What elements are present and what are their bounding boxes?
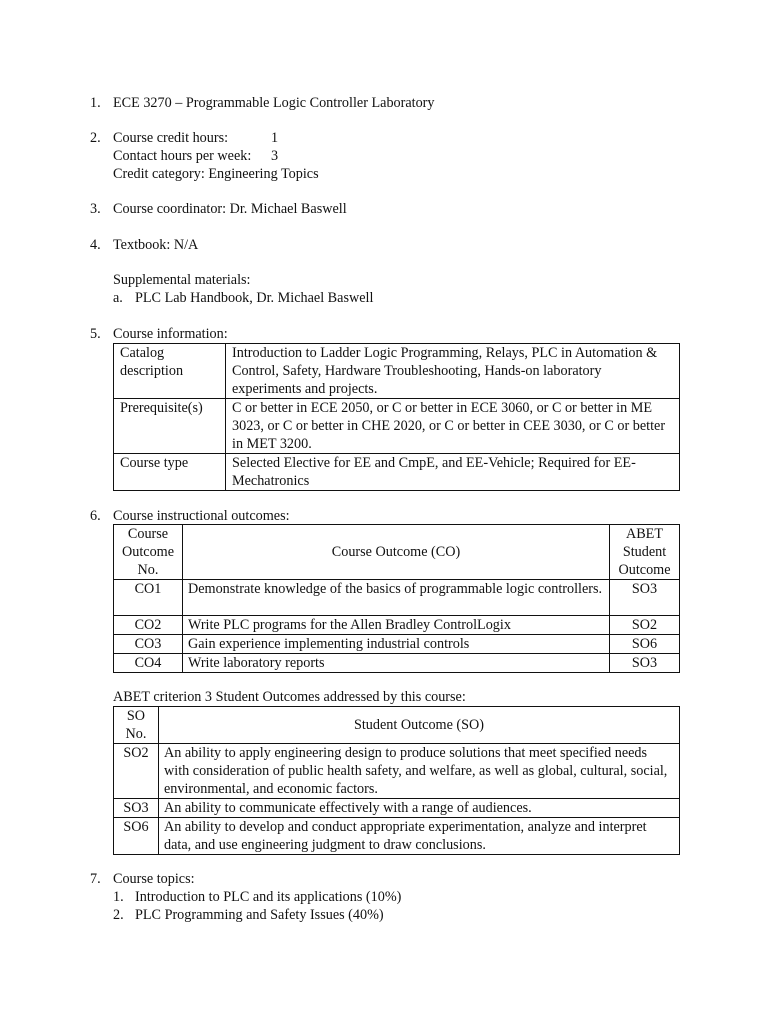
table-row bbox=[114, 744, 680, 799]
row-value: Introduction to Ladder Logic Programming, Relays, PLC in Automation & Control, Safety, Hardware Troubleshooting, Hands-on laboratory experiments and projects. bbox=[226, 344, 680, 399]
so-no: SO2 bbox=[114, 744, 159, 799]
outcome-so: SO2 bbox=[610, 616, 680, 635]
row-label: Course type bbox=[114, 454, 226, 491]
outcome-text: Gain experience implementing industrial controls bbox=[183, 635, 610, 654]
row-value: Selected Elective for EE and CmpE, and EE-Vehicle; Required for EE-Mechatronics bbox=[226, 454, 680, 491]
course-title: ECE 3270 – Programmable Logic Controller Laboratory bbox=[113, 95, 435, 111]
header-so-no: SO No. bbox=[114, 707, 159, 744]
table-row bbox=[114, 580, 680, 616]
table-row bbox=[114, 799, 680, 818]
abet-criterion-heading: ABET criterion 3 Student Outcomes addressed by this course: bbox=[113, 689, 466, 705]
contact-hours-value: 3 bbox=[271, 148, 279, 164]
header-abet-outcome: ABET Student Outcome bbox=[610, 525, 680, 580]
outcome-so: SO3 bbox=[610, 654, 680, 673]
header-course-outcome: Course Outcome (CO) bbox=[183, 525, 610, 580]
table-row bbox=[114, 635, 680, 654]
item-1-number: 1. bbox=[90, 95, 101, 111]
so-no: SO3 bbox=[114, 799, 159, 818]
item-6-number: 6. bbox=[90, 508, 101, 524]
outcome-text: Write PLC programs for the Allen Bradley ControlLogix bbox=[183, 616, 610, 635]
supplemental-item: PLC Lab Handbook, Dr. Michael Baswell bbox=[135, 290, 374, 306]
header-outcome-no: Course Outcome No. bbox=[114, 525, 183, 580]
table-header-row bbox=[114, 707, 680, 744]
outcome-no: CO3 bbox=[114, 635, 183, 654]
row-label: Catalog description bbox=[114, 344, 226, 399]
table-row bbox=[114, 399, 680, 454]
table-row bbox=[114, 654, 680, 673]
so-text: An ability to develop and conduct appropriate experimentation, analyze and interpret data, and use engineering judgment to draw conclusions. bbox=[159, 818, 680, 855]
course-information-label: Course information: bbox=[113, 326, 228, 342]
topic-marker: 2. bbox=[113, 907, 124, 923]
outcomes-label: Course instructional outcomes: bbox=[113, 508, 290, 524]
item-3-number: 3. bbox=[90, 201, 101, 217]
credit-hours-label: Course credit hours: bbox=[113, 130, 229, 146]
row-value: C or better in ECE 2050, or C or better in ECE 3060, or C or better in ME 3023, or C or better in CHE 2020, or C or better in CEE 3030, or C or better in MET 3200. bbox=[226, 399, 680, 454]
topic-item: Introduction to PLC and its applications (10%) bbox=[135, 889, 402, 905]
header-student-outcome: Student Outcome (SO) bbox=[159, 707, 680, 744]
supplemental-materials-label: Supplemental materials: bbox=[113, 272, 251, 288]
course-coordinator: Course coordinator: Dr. Michael Baswell bbox=[113, 201, 347, 217]
topic-item: PLC Programming and Safety Issues (40%) bbox=[135, 907, 384, 923]
student-outcomes-table bbox=[113, 706, 680, 855]
item-2-number: 2. bbox=[90, 130, 101, 146]
outcome-no: CO4 bbox=[114, 654, 183, 673]
textbook: Textbook: N/A bbox=[113, 237, 199, 253]
credit-category: Credit category: Engineering Topics bbox=[113, 166, 319, 182]
course-information-table bbox=[113, 343, 680, 491]
course-outcomes-table bbox=[113, 524, 680, 673]
row-label: Prerequisite(s) bbox=[114, 399, 226, 454]
outcome-so: SO6 bbox=[610, 635, 680, 654]
table-row bbox=[114, 344, 680, 399]
table-header-row bbox=[114, 525, 680, 580]
item-5-number: 5. bbox=[90, 326, 101, 342]
topic-marker: 1. bbox=[113, 889, 124, 905]
outcome-so: SO3 bbox=[610, 580, 680, 616]
so-no: SO6 bbox=[114, 818, 159, 855]
outcome-text: Demonstrate knowledge of the basics of programmable logic controllers. bbox=[183, 580, 610, 616]
outcome-no: CO2 bbox=[114, 616, 183, 635]
table-row bbox=[114, 616, 680, 635]
supplemental-marker: a. bbox=[113, 290, 123, 306]
table-row bbox=[114, 454, 680, 491]
table-row bbox=[114, 818, 680, 855]
contact-hours-label: Contact hours per week: bbox=[113, 148, 252, 164]
so-text: An ability to communicate effectively with a range of audiences. bbox=[159, 799, 680, 818]
credit-hours-value: 1 bbox=[271, 130, 279, 146]
outcome-text: Write laboratory reports bbox=[183, 654, 610, 673]
item-4-number: 4. bbox=[90, 237, 101, 253]
so-text: An ability to apply engineering design to produce solutions that meet specified needs with consideration of public health safety, and welfare, as well as global, cultural, social, environmental, and economic factors. bbox=[159, 744, 680, 799]
outcome-no: CO1 bbox=[114, 580, 183, 616]
item-7-number: 7. bbox=[90, 871, 101, 887]
course-topics-label: Course topics: bbox=[113, 871, 195, 887]
